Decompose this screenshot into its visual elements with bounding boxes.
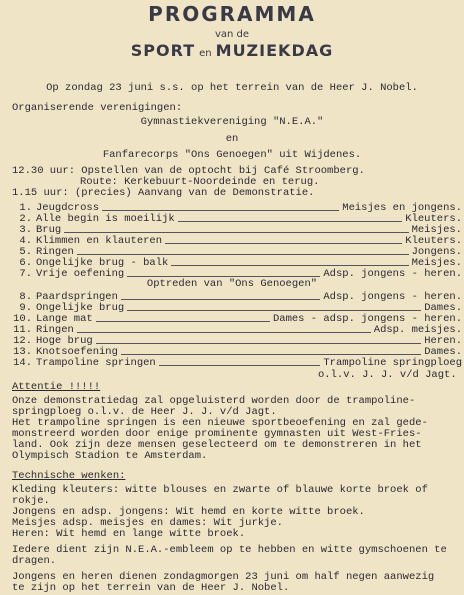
- row-num: 8.: [19, 291, 32, 303]
- attentie-line: Onze demonstratiedag zal opgeluisterd worden door de trampoline-: [12, 395, 416, 407]
- row-num: 12.: [13, 335, 32, 347]
- page-title: PROGRAMMA: [148, 2, 316, 26]
- row-cat: Adsp. jongens - heren.: [323, 268, 462, 280]
- row-name: Ringen: [36, 246, 74, 258]
- row-cat: Heren.: [424, 335, 462, 347]
- row-num: 14.: [13, 357, 32, 369]
- row-name: Paardspringen: [36, 291, 118, 303]
- interlude-line: Optreden van "Ons Genoegen": [146, 278, 318, 290]
- row-dots: [178, 221, 403, 222]
- org-club1: Gymnastiekvereniging "N.E.A.": [140, 116, 324, 128]
- event-en: en: [199, 48, 212, 59]
- row-cat: Trampoline springploeg: [323, 357, 462, 369]
- technisch-line: Jongens en heren dienen zondagmorgen 23 juni om half negen aanwezig: [12, 571, 435, 583]
- technisch-heading: Technische wenken:: [12, 470, 126, 482]
- row-cat: Meisjes.: [411, 224, 462, 236]
- row-cat: Dames.: [424, 302, 462, 314]
- event-muziekdag: MUZIEKDAG: [215, 41, 334, 60]
- row-cat: Adsp. jongens - heren.: [323, 291, 462, 303]
- row-cat: Dames - adsp. jongens - heren.: [272, 313, 462, 325]
- row-name: Brug: [36, 224, 62, 236]
- event-name: [0, 41, 464, 60]
- row-name: Knotsoefening: [36, 346, 118, 358]
- row-cat: Meisjes.: [411, 257, 462, 269]
- row-num: 7.: [19, 268, 32, 280]
- row-name: Jeugdcross: [36, 202, 100, 214]
- attentie-line: land. Ook zijn deze mensen geselecteerd om te demonstreren in het: [12, 439, 422, 451]
- row-num: 13.: [13, 346, 32, 358]
- technisch-line: te zijn op het terrein van de Heer J. Nobel.: [12, 582, 290, 594]
- technisch-line: Meisjes adsp. meisjes en dames: Wit jurkje.: [12, 517, 283, 529]
- technisch-line: Heren: Wit hemd en lange witte broek.: [12, 528, 246, 540]
- row-num: 3.: [19, 224, 32, 236]
- row-name: Ongelijke brug - balk: [36, 257, 169, 269]
- schedule-line-1: 12.30 uur: Opstellen van de optocht bij Café Stroomberg.: [12, 165, 365, 177]
- row-num: 11.: [13, 324, 32, 336]
- technisch-line: Kleding kleuters: witte blouses en zwarte of blauwe korte broek of: [12, 484, 428, 496]
- attentie-line: monstreerd worden door enige prominente gymnasten uit West-Fries-: [12, 428, 422, 440]
- row-num: 9.: [19, 302, 32, 314]
- row-cat: Meisjes en jongens.: [342, 202, 462, 214]
- schedule-line-3: 1.15 uur: (precies) Aanvang van de Demonstratie.: [12, 187, 315, 199]
- row-name: Alle begin is moeilijk: [36, 213, 175, 225]
- row-name: Hoge brug: [36, 335, 93, 347]
- technisch-line: dragen.: [12, 555, 57, 567]
- row-dots: [64, 232, 408, 233]
- row-cat: Adsp. meisjes.: [373, 324, 462, 336]
- row-num: 6.: [19, 257, 32, 269]
- program-row: [12, 357, 462, 369]
- row-name: Lange mat: [36, 313, 93, 325]
- row-cat: Jongens.: [411, 246, 462, 258]
- row-name: Vrije oefening: [36, 268, 125, 280]
- row-dots: [159, 365, 321, 366]
- attentie-line: springploeg o.l.v. de Heer J. J. v/d Jagt.: [12, 406, 277, 418]
- row-num: 4.: [19, 235, 32, 247]
- trampoline-leader: o.l.v. J. J. v/d Jagt.: [318, 369, 457, 381]
- row-num: 5.: [19, 246, 32, 258]
- technisch-line: Iedere dient zijn N.E.A.-embleem op te hebben en witte gymschoenen te: [12, 544, 447, 556]
- row-dots: [165, 243, 402, 244]
- row-cat: Kleuters.: [405, 213, 462, 225]
- row-cat: Kleuters.: [405, 235, 462, 247]
- org-en: en: [225, 133, 239, 145]
- row-dots: [171, 265, 408, 266]
- row-dots: [96, 321, 270, 322]
- attentie-line: Het trampoline springen is een nieuwe sportbeoefening en zal gede-: [12, 417, 428, 429]
- row-name: Trampoline springen: [36, 357, 156, 369]
- technisch-line: Jongens en adsp. jongens: Wit hemd en korte witte broek.: [12, 506, 365, 518]
- intro-line: Op zondag 23 juni s.s. op het terrein van de Heer J. Nobel.: [46, 82, 418, 94]
- org-label: Organiserende verenigingen:: [12, 102, 183, 114]
- row-dots: [127, 276, 320, 277]
- row-name: Ongelijke brug: [36, 302, 125, 314]
- row-num: 1.: [19, 202, 32, 214]
- org-club2: Fanfarecorps "Ons Genoegen" uit Wijdenes.: [102, 149, 362, 161]
- row-dots: [102, 210, 339, 211]
- row-dots: [77, 254, 409, 255]
- title-van-de: van de: [214, 29, 250, 40]
- row-dots: [121, 299, 320, 300]
- row-dots: [121, 354, 421, 355]
- row-dots: [127, 310, 421, 311]
- event-sport: SPORT: [130, 41, 196, 60]
- attentie-line: Olympisch Stadion te Amsterdam.: [12, 450, 208, 462]
- row-dots: [96, 343, 421, 344]
- row-num: 10.: [13, 313, 32, 325]
- row-name: Klimmen en klauteren: [36, 235, 163, 247]
- row-dots: [77, 332, 371, 333]
- attentie-heading: Attentie !!!!!: [12, 381, 101, 393]
- technisch-line: rokje.: [12, 495, 50, 507]
- row-cat: Dames.: [424, 346, 462, 358]
- schedule-line-2: Route: Kerkebuurt-Noordeinde en terug.: [80, 176, 320, 188]
- row-num: 2.: [19, 213, 32, 225]
- row-name: Ringen: [36, 324, 74, 336]
